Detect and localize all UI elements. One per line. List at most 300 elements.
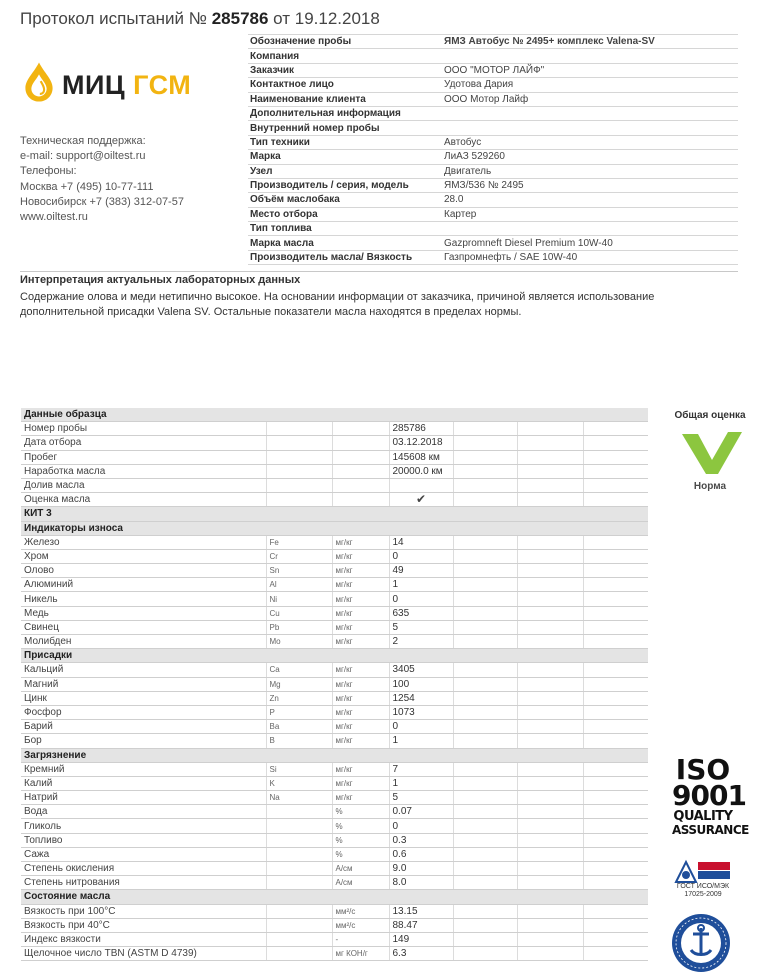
page-title — [20, 9, 380, 29]
result-value: 8.0 — [389, 876, 453, 890]
info-row — [248, 164, 738, 178]
info-row — [248, 178, 738, 192]
info-value: ООО Мотор Лайф — [442, 92, 738, 106]
info-label: Дополнительная информация — [248, 106, 442, 120]
empty-cell — [517, 535, 583, 549]
info-value: ЛиАЗ 529260 — [442, 150, 738, 164]
info-row — [248, 250, 738, 264]
element-symbol: K — [266, 776, 332, 790]
result-row — [21, 691, 648, 705]
protocol-date: от 19.12.2018 — [273, 9, 380, 28]
empty-cell — [453, 734, 517, 748]
result-row — [21, 592, 648, 606]
section-title: Состояние масла — [21, 890, 648, 904]
iso-line4: ASSURANCE — [672, 823, 749, 837]
element-symbol: Fe — [266, 535, 332, 549]
empty-cell — [583, 947, 648, 961]
empty-cell — [453, 862, 517, 876]
result-value: 49 — [389, 564, 453, 578]
empty-cell — [453, 578, 517, 592]
empty-cell — [517, 635, 583, 649]
info-label: Обозначение пробы — [248, 35, 442, 49]
sample-label: Оценка масла — [21, 493, 266, 507]
empty-cell — [517, 918, 583, 932]
empty-cell — [453, 478, 517, 492]
result-row — [21, 791, 648, 805]
element-symbol — [266, 862, 332, 876]
result-value: 635 — [389, 606, 453, 620]
iso-9001-badge — [672, 753, 749, 837]
gost-standard-text: ГОСТ ИСО/МЭК 17025-2009 — [676, 883, 730, 898]
empty-cell — [583, 904, 648, 918]
element-symbol — [266, 904, 332, 918]
parameter-name: Олово — [21, 564, 266, 578]
parameter-name: Вязкость при 100°С — [21, 904, 266, 918]
sample-label: Долив масла — [21, 478, 266, 492]
empty-cell — [583, 564, 648, 578]
result-row — [21, 876, 648, 890]
info-value: 28.0 — [442, 193, 738, 207]
unit: А/см — [332, 876, 389, 890]
contact-phone-novosibirsk: Новосибирск +7 (383) 312-07-57 — [20, 195, 184, 208]
empty-cell — [332, 436, 389, 450]
sample-label: Пробег — [21, 450, 266, 464]
empty-cell — [453, 833, 517, 847]
result-row — [21, 734, 648, 748]
unit: % — [332, 805, 389, 819]
result-value: 0 — [389, 549, 453, 563]
element-symbol — [266, 876, 332, 890]
interpretation-text: Содержание олова и меди нетипично высокое. На основании информации от заказчика, причиной является использование дополнительной присадки Valena SV. Остальные показатели масла находятся в пределах нормы. — [20, 291, 655, 318]
result-row — [21, 847, 648, 861]
info-label: Тип топлива — [248, 222, 442, 236]
empty-cell — [517, 734, 583, 748]
parameter-name: Молибден — [21, 635, 266, 649]
sample-row — [21, 436, 648, 450]
parameter-name: Индекс вязкости — [21, 932, 266, 946]
result-row — [21, 904, 648, 918]
empty-cell — [583, 833, 648, 847]
element-symbol: Cr — [266, 549, 332, 563]
empty-cell — [453, 947, 517, 961]
info-row — [248, 222, 738, 236]
unit: % — [332, 847, 389, 861]
empty-cell — [453, 776, 517, 790]
empty-cell — [517, 947, 583, 961]
empty-cell — [453, 535, 517, 549]
parameter-name: Железо — [21, 535, 266, 549]
parameter-name: Топливо — [21, 833, 266, 847]
empty-cell — [453, 549, 517, 563]
result-value: 0.3 — [389, 833, 453, 847]
unit: мг КОН/г — [332, 947, 389, 961]
info-value — [442, 222, 738, 236]
element-symbol — [266, 805, 332, 819]
empty-cell — [517, 422, 583, 436]
empty-cell — [517, 776, 583, 790]
empty-cell — [453, 606, 517, 620]
empty-cell — [517, 876, 583, 890]
result-row — [21, 620, 648, 634]
parameter-name: Щелочное число TBN (ASTM D 4739) — [21, 947, 266, 961]
unit: % — [332, 819, 389, 833]
info-label: Узел — [248, 164, 442, 178]
unit: мг/кг — [332, 549, 389, 563]
result-row — [21, 677, 648, 691]
empty-cell — [517, 862, 583, 876]
sample-row — [21, 493, 648, 507]
result-value: 1 — [389, 734, 453, 748]
result-value: 7 — [389, 762, 453, 776]
element-symbol: Na — [266, 791, 332, 805]
empty-cell — [266, 478, 332, 492]
unit: мг/кг — [332, 734, 389, 748]
unit: % — [332, 833, 389, 847]
parameter-name: Степень окисления — [21, 862, 266, 876]
info-label: Производитель / серия, модель — [248, 178, 442, 192]
empty-cell — [517, 578, 583, 592]
result-value: 9.0 — [389, 862, 453, 876]
unit: мг/кг — [332, 691, 389, 705]
element-symbol — [266, 833, 332, 847]
kit-label: КИТ 3 — [21, 507, 648, 521]
unit: мг/кг — [332, 791, 389, 805]
result-row — [21, 805, 648, 819]
empty-cell — [583, 791, 648, 805]
unit: мг/кг — [332, 606, 389, 620]
empty-cell — [453, 677, 517, 691]
empty-cell — [583, 464, 648, 478]
empty-cell — [517, 904, 583, 918]
parameter-name: Вязкость при 40°С — [21, 918, 266, 932]
unit: мг/кг — [332, 663, 389, 677]
element-symbol: Ca — [266, 663, 332, 677]
info-label: Марка масла — [248, 236, 442, 250]
parameter-name: Барий — [21, 720, 266, 734]
section-title: Загрязнение — [21, 748, 648, 762]
unit: мг/кг — [332, 620, 389, 634]
result-value: 0 — [389, 592, 453, 606]
empty-cell — [583, 549, 648, 563]
element-symbol — [266, 947, 332, 961]
section-title: Индикаторы износа — [21, 521, 648, 535]
empty-cell — [453, 847, 517, 861]
result-value: 5 — [389, 620, 453, 634]
section-header — [21, 408, 648, 422]
result-row — [21, 635, 648, 649]
parameter-name: Магний — [21, 677, 266, 691]
contact-phones-label: Телефоны: — [20, 165, 77, 178]
empty-cell — [453, 805, 517, 819]
element-symbol — [266, 847, 332, 861]
empty-cell — [453, 918, 517, 932]
oil-rating-check-icon: ✔ — [389, 493, 453, 507]
info-value: ЯМЗ Автобус № 2495+ комплекс Valena-SV — [442, 35, 738, 49]
empty-cell — [332, 450, 389, 464]
info-value — [442, 121, 738, 135]
empty-cell — [453, 932, 517, 946]
empty-cell — [583, 776, 648, 790]
empty-cell — [517, 436, 583, 450]
info-row — [248, 236, 738, 250]
parameter-name: Свинец — [21, 620, 266, 634]
empty-cell — [583, 620, 648, 634]
empty-cell — [517, 564, 583, 578]
contact-email[interactable]: e-mail: support@oiltest.ru — [20, 150, 146, 163]
element-symbol: Pb — [266, 620, 332, 634]
element-symbol: Al — [266, 578, 332, 592]
result-value: 0 — [389, 720, 453, 734]
result-row — [21, 578, 648, 592]
sample-label: Номер пробы — [21, 422, 266, 436]
info-label: Производитель масла/ Вязкость — [248, 250, 442, 264]
empty-cell — [453, 422, 517, 436]
empty-cell — [517, 493, 583, 507]
info-row — [248, 193, 738, 207]
empty-cell — [453, 791, 517, 805]
info-row — [248, 49, 738, 63]
empty-cell — [266, 422, 332, 436]
parameter-name: Гликоль — [21, 819, 266, 833]
empty-cell — [517, 663, 583, 677]
unit: мг/кг — [332, 705, 389, 719]
empty-cell — [583, 493, 648, 507]
info-row — [248, 121, 738, 135]
info-label: Контактное лицо — [248, 78, 442, 92]
empty-cell — [517, 592, 583, 606]
results-table — [21, 408, 648, 961]
empty-cell — [453, 436, 517, 450]
empty-cell — [453, 450, 517, 464]
empty-cell — [517, 606, 583, 620]
element-symbol: Sn — [266, 564, 332, 578]
result-row — [21, 663, 648, 677]
empty-cell — [583, 705, 648, 719]
empty-cell — [583, 535, 648, 549]
info-value — [442, 49, 738, 63]
empty-cell — [517, 677, 583, 691]
result-value: 6.3 — [389, 947, 453, 961]
rosexpertiza-logo-icon — [674, 858, 732, 884]
info-label: Внутренний номер пробы — [248, 121, 442, 135]
empty-cell — [583, 805, 648, 819]
info-value: Двигатель — [442, 164, 738, 178]
element-symbol: Ni — [266, 592, 332, 606]
result-value: 1 — [389, 776, 453, 790]
section-header — [21, 521, 648, 535]
empty-cell — [583, 720, 648, 734]
empty-cell — [453, 762, 517, 776]
logo-part2: ГСМ — [133, 70, 192, 100]
parameter-name: Хром — [21, 549, 266, 563]
sample-label: Наработка масла — [21, 464, 266, 478]
empty-cell — [583, 578, 648, 592]
info-value: Автобус — [442, 135, 738, 149]
parameter-name: Медь — [21, 606, 266, 620]
result-value: 2 — [389, 635, 453, 649]
empty-cell — [583, 436, 648, 450]
sample-value: 285786 — [389, 422, 453, 436]
unit: мм²/с — [332, 918, 389, 932]
element-symbol: P — [266, 705, 332, 719]
register-seal-icon — [669, 912, 733, 974]
parameter-name: Бор — [21, 734, 266, 748]
parameter-name: Никель — [21, 592, 266, 606]
empty-cell — [583, 677, 648, 691]
result-row — [21, 606, 648, 620]
element-symbol — [266, 819, 332, 833]
result-value: 5 — [389, 791, 453, 805]
empty-cell — [453, 663, 517, 677]
result-row — [21, 776, 648, 790]
overall-heading: Общая оценка — [674, 410, 746, 421]
sample-label: Дата отбора — [21, 436, 266, 450]
result-row — [21, 918, 648, 932]
empty-cell — [517, 847, 583, 861]
info-row — [248, 78, 738, 92]
empty-cell — [453, 691, 517, 705]
empty-cell — [517, 762, 583, 776]
overall-status: Норма — [693, 481, 727, 492]
result-row — [21, 720, 648, 734]
unit: мг/кг — [332, 535, 389, 549]
empty-cell — [453, 493, 517, 507]
checkmark-icon — [680, 430, 744, 476]
info-value: ООО "МОТОР ЛАЙФ" — [442, 63, 738, 77]
unit: А/см — [332, 862, 389, 876]
result-value: 88.47 — [389, 918, 453, 932]
logo — [62, 70, 191, 101]
empty-cell — [583, 691, 648, 705]
info-value: Gazpromneft Diesel Premium 10W-40 — [442, 236, 738, 250]
unit: - — [332, 932, 389, 946]
contact-support-label: Техническая поддержка: — [20, 135, 146, 147]
sample-value: 20000.0 км — [389, 464, 453, 478]
empty-cell — [517, 705, 583, 719]
contact-phone-moscow: Москва +7 (495) 10-77-111 — [20, 180, 154, 193]
result-row — [21, 564, 648, 578]
parameter-name: Калий — [21, 776, 266, 790]
contact-website[interactable]: www.oiltest.ru — [20, 211, 88, 224]
sample-row — [21, 422, 648, 436]
result-row — [21, 535, 648, 549]
empty-cell — [517, 620, 583, 634]
sample-row — [21, 464, 648, 478]
info-label: Марка — [248, 150, 442, 164]
info-row — [248, 150, 738, 164]
section-title: Присадки — [21, 649, 648, 663]
unit: мг/кг — [332, 635, 389, 649]
unit: мг/кг — [332, 720, 389, 734]
empty-cell — [453, 705, 517, 719]
section-header — [21, 890, 648, 904]
unit: мг/кг — [332, 762, 389, 776]
interpretation-heading: Интерпретация актуальных лабораторных данных — [20, 274, 301, 286]
result-row — [21, 833, 648, 847]
empty-cell — [453, 635, 517, 649]
result-value: 0 — [389, 819, 453, 833]
result-row — [21, 947, 648, 961]
sample-info-table — [248, 34, 738, 265]
info-label: Компания — [248, 49, 442, 63]
result-value: 14 — [389, 535, 453, 549]
result-row — [21, 932, 648, 946]
unit: мг/кг — [332, 592, 389, 606]
logo-part1: МИЦ — [62, 70, 126, 100]
logo-drop-icon — [22, 60, 56, 104]
empty-cell — [517, 805, 583, 819]
parameter-name: Натрий — [21, 791, 266, 805]
empty-cell — [332, 464, 389, 478]
element-symbol: B — [266, 734, 332, 748]
contacts-block — [20, 134, 184, 225]
empty-cell — [583, 635, 648, 649]
empty-cell — [453, 720, 517, 734]
empty-cell — [266, 493, 332, 507]
parameter-name: Степень нитрования — [21, 876, 266, 890]
protocol-number: 285786 — [211, 9, 269, 28]
unit: мм²/с — [332, 904, 389, 918]
info-row — [248, 92, 738, 106]
iso-line2: 9001 — [672, 779, 746, 812]
empty-cell — [332, 493, 389, 507]
info-value — [442, 106, 738, 120]
empty-cell — [583, 932, 648, 946]
empty-cell — [453, 620, 517, 634]
empty-cell — [266, 464, 332, 478]
info-label: Тип техники — [248, 135, 442, 149]
unit: мг/кг — [332, 677, 389, 691]
info-label: Наименование клиента — [248, 92, 442, 106]
element-symbol: Mg — [266, 677, 332, 691]
empty-cell — [517, 450, 583, 464]
result-row — [21, 762, 648, 776]
result-value: 1073 — [389, 705, 453, 719]
empty-cell — [583, 592, 648, 606]
result-value: 3405 — [389, 663, 453, 677]
empty-cell — [453, 904, 517, 918]
result-row — [21, 819, 648, 833]
empty-cell — [583, 663, 648, 677]
unit: мг/кг — [332, 776, 389, 790]
result-value: 13.15 — [389, 904, 453, 918]
empty-cell — [453, 592, 517, 606]
element-symbol: Cu — [266, 606, 332, 620]
title-prefix: Протокол испытаний № — [20, 9, 207, 28]
info-row — [248, 207, 738, 221]
empty-cell — [583, 606, 648, 620]
info-value: Картер — [442, 207, 738, 221]
kit-row — [21, 507, 648, 521]
result-row — [21, 705, 648, 719]
empty-cell — [453, 564, 517, 578]
empty-cell — [517, 464, 583, 478]
empty-cell — [583, 422, 648, 436]
empty-cell — [583, 862, 648, 876]
empty-cell — [517, 549, 583, 563]
empty-cell — [583, 478, 648, 492]
empty-cell — [332, 422, 389, 436]
empty-cell — [266, 450, 332, 464]
result-row — [21, 549, 648, 563]
info-row — [248, 63, 738, 77]
sample-row — [21, 450, 648, 464]
empty-cell — [583, 762, 648, 776]
result-row — [21, 862, 648, 876]
info-value: Удотова Дария — [442, 78, 738, 92]
empty-cell — [583, 918, 648, 932]
element-symbol: Zn — [266, 691, 332, 705]
